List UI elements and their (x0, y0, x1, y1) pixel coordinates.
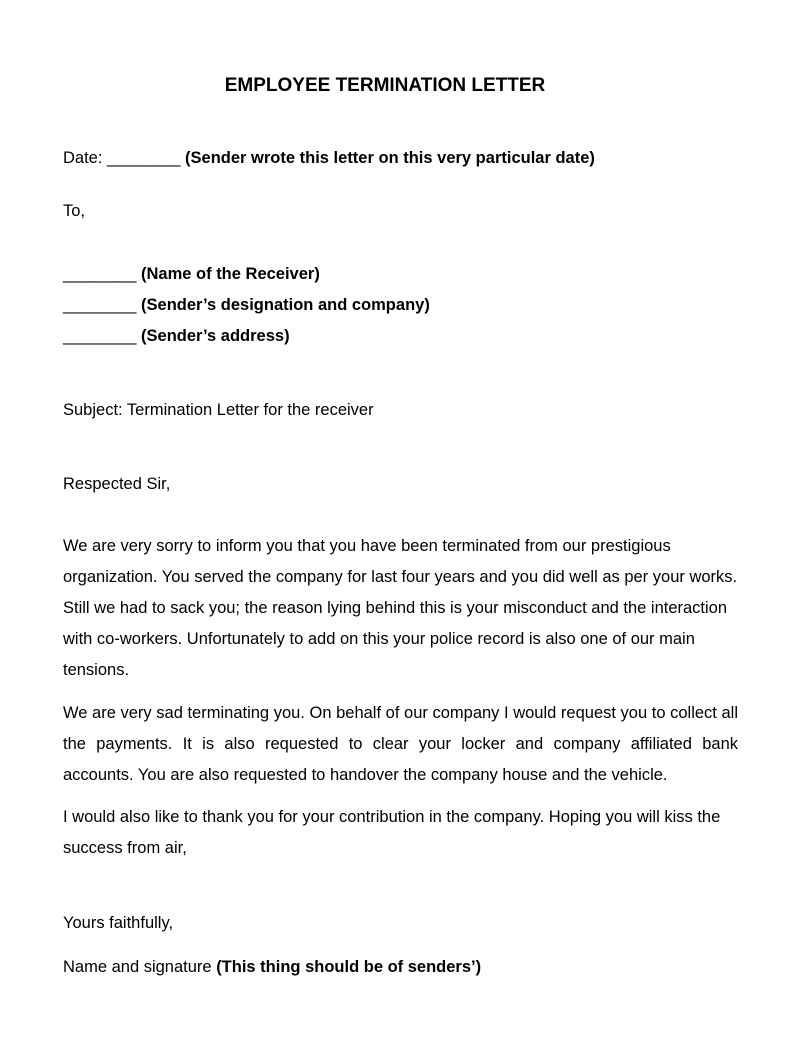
salutation: Respected Sir, (63, 475, 171, 493)
recipient-designation-blank: ________ (63, 296, 137, 314)
signature-label: Name and signature (63, 958, 212, 976)
body-paragraph-1: We are very sorry to inform you that you have been terminated from our prestigious organization. You served the company for last four years and you did well as per your works. Still we had to sack you; the reason lying behind this is your misconduct and the interaction with co-workers. Unfortunately to add on this your police record is also one of our main tensions. (63, 537, 738, 679)
recipient-name-blank: ________ (63, 265, 137, 283)
recipient-name-line (63, 266, 320, 283)
to-line: To, (63, 202, 86, 220)
recipient-address-line (63, 328, 290, 345)
date-note: (Sender wrote this letter on this very particular date) (185, 149, 595, 167)
date-label: Date: ________ (63, 149, 181, 167)
recipient-address-note: (Sender’s address) (141, 327, 290, 345)
date-line (63, 150, 595, 167)
subject-line: Subject: Termination Letter for the receiver (63, 401, 374, 419)
closing: Yours faithfully, (63, 914, 174, 932)
letter-title: EMPLOYEE TERMINATION LETTER (224, 75, 546, 96)
signature-line (63, 959, 481, 976)
recipient-address-blank: ________ (63, 327, 137, 345)
body-paragraph-3: I would also like to thank you for your contribution in the company. Hoping you will kiss the success from air, (63, 808, 721, 857)
recipient-name-note: (Name of the Receiver) (141, 265, 320, 283)
body-paragraph-2: We are very sad terminating you. On behalf of our company I would request you to collect all the payments. It is also requested to clear your locker and company affiliated bank accounts. You are also requested to handover the company house and the vehicle. (63, 704, 738, 784)
signature-note: (This thing should be of senders’) (216, 958, 482, 976)
recipient-designation-line (63, 297, 430, 314)
recipient-designation-note: (Sender’s designation and company) (141, 296, 430, 314)
